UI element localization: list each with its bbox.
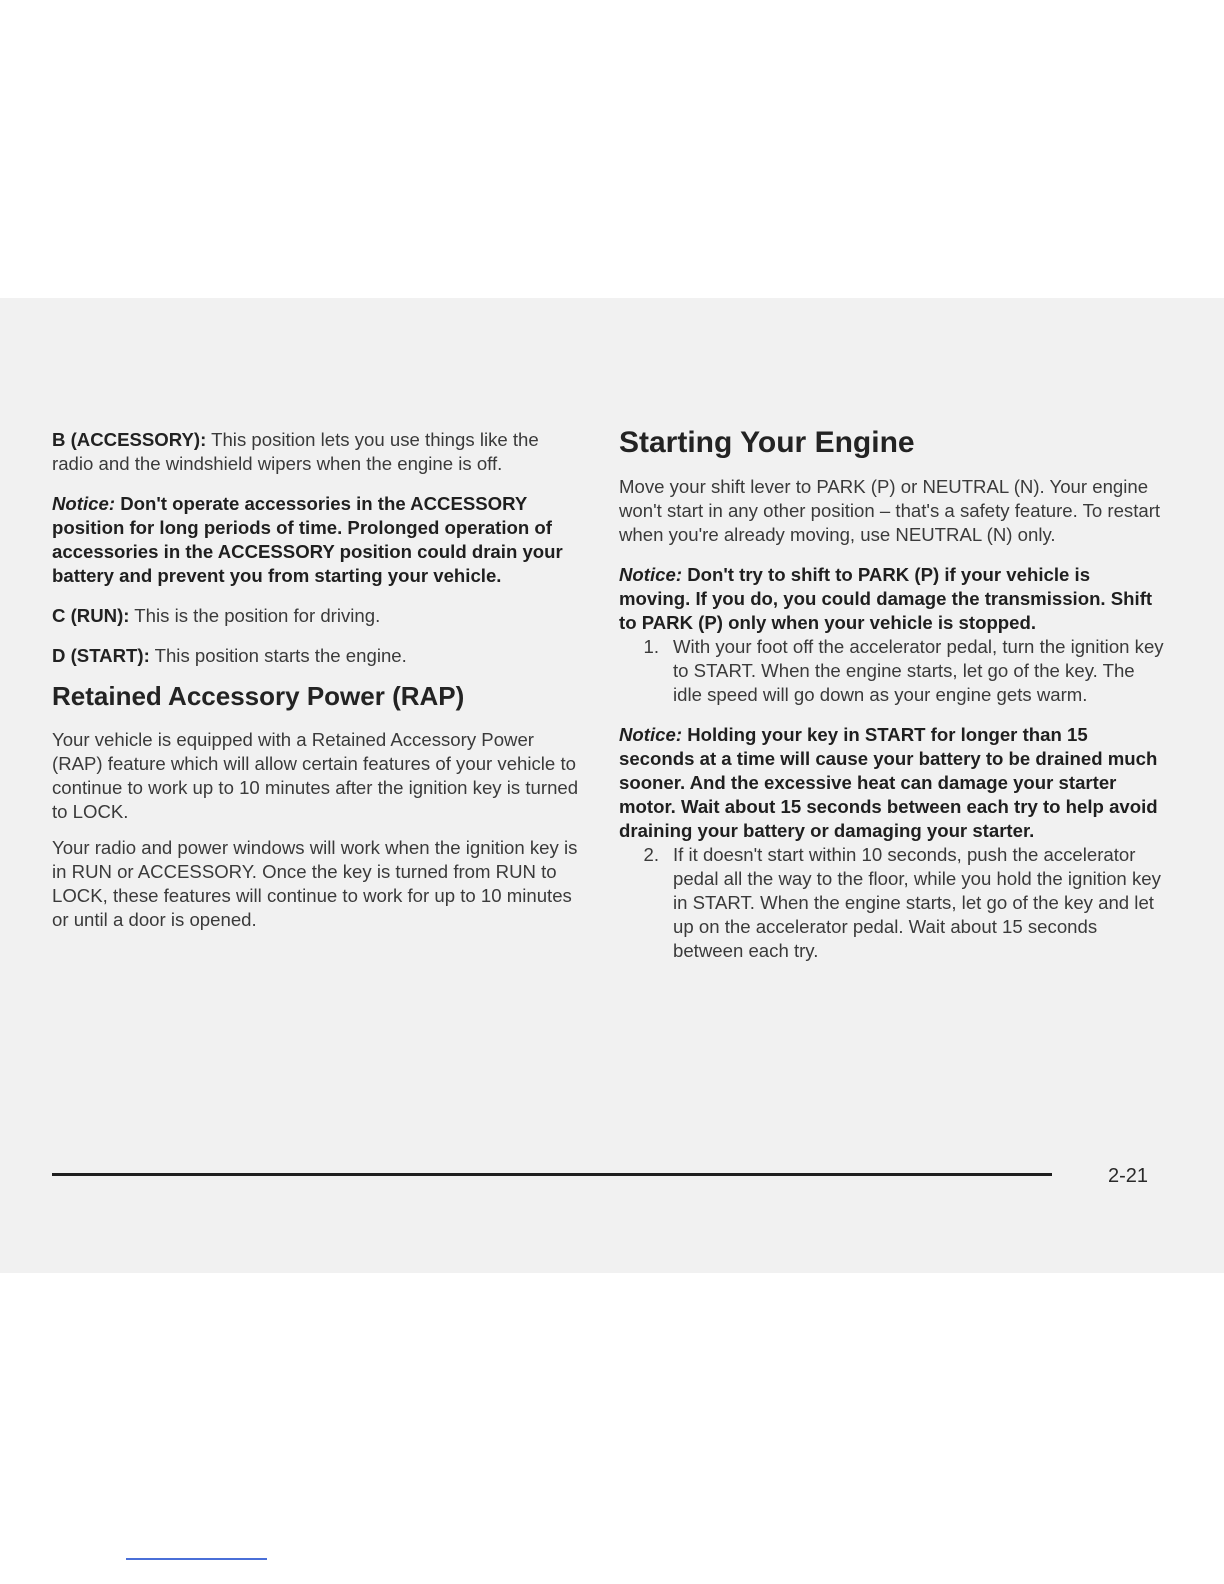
step-text: If it doesn't start within 10 seconds, push the accelerator pedal all the way to the floor, while you hold the ignition key in START. When the engine starts, let go of the key and let up on the accelerator pedal. Wait about 15 seconds between each try.: [673, 844, 1161, 961]
notice-text: Don't operate accessories in the ACCESSORY position for long periods of time. Prolonged operation of accessories in the ACCESSORY position could drain your battery and prevent you from starting your vehicle.: [52, 493, 563, 586]
steps-list-1: [619, 635, 1164, 707]
notice-text: Holding your key in START for longer than 15 seconds at a time will cause your battery to be drained much sooner. And the excessive heat can damage your starter motor. Wait about 15 seconds between each try to help avoid draining your battery or damaging your starter.: [619, 724, 1158, 841]
right-column: [619, 423, 1164, 963]
list-item: [619, 635, 1164, 707]
accessory-paragraph: [52, 428, 582, 476]
decorative-blue-line: [126, 1558, 267, 1560]
start-text: This position starts the engine.: [154, 645, 407, 666]
notice-label: Notice:: [619, 724, 683, 745]
rap-heading: Retained Accessory Power (RAP): [52, 681, 465, 711]
run-paragraph: [52, 604, 582, 628]
notice-start-key: [619, 723, 1164, 843]
notice-label: Notice:: [52, 493, 116, 514]
notice-text: Don't try to shift to PARK (P) if your vehicle is moving. If you do, you could damage the transmission. Shift to PARK (P) only when your vehicle is stopped.: [619, 564, 1153, 633]
page-number: 2-21: [1108, 1165, 1149, 1187]
list-item: [619, 843, 1164, 963]
run-term: C (RUN):: [52, 605, 130, 626]
notice-label: Notice:: [619, 564, 683, 585]
left-column: [52, 428, 582, 932]
steps-list-2: [619, 843, 1164, 963]
notice-park: [619, 563, 1164, 635]
step-number: 2.: [643, 844, 659, 865]
step-number: 1.: [643, 636, 659, 657]
start-paragraph: [52, 644, 582, 668]
notice-accessory: [52, 492, 582, 588]
starting-intro: Move your shift lever to PARK (P) or NEUTRAL (N). Your engine won't start in any other position – that's a safety feature. To restart when you're already moving, use NEUTRAL (N) only.: [619, 476, 1161, 545]
starting-engine-heading: Starting Your Engine: [619, 426, 915, 459]
footer-rule: [52, 1173, 1052, 1176]
accessory-term: B (ACCESSORY):: [52, 429, 207, 450]
rap-paragraph-1: Your vehicle is equipped with a Retained Accessory Power (RAP) feature which will allow certain features of your vehicle to continue to work up to 10 minutes after the ignition key is turned to LOCK.: [52, 729, 579, 822]
start-term: D (START):: [52, 645, 150, 666]
accessory-text: This position lets you use things like the radio and the windshield wipers when the engine is off.: [52, 429, 539, 474]
rap-paragraph-2: Your radio and power windows will work when the ignition key is in RUN or ACCESSORY. Once the key is turned from RUN to LOCK, these features will continue to work for up to 10 minutes or until a door is opened.: [52, 837, 578, 930]
step-text: With your foot off the accelerator pedal, turn the ignition key to START. When the engine starts, let go of the key. The idle speed will go down as your engine gets warm.: [673, 636, 1164, 705]
run-text: This is the position for driving.: [134, 605, 381, 626]
